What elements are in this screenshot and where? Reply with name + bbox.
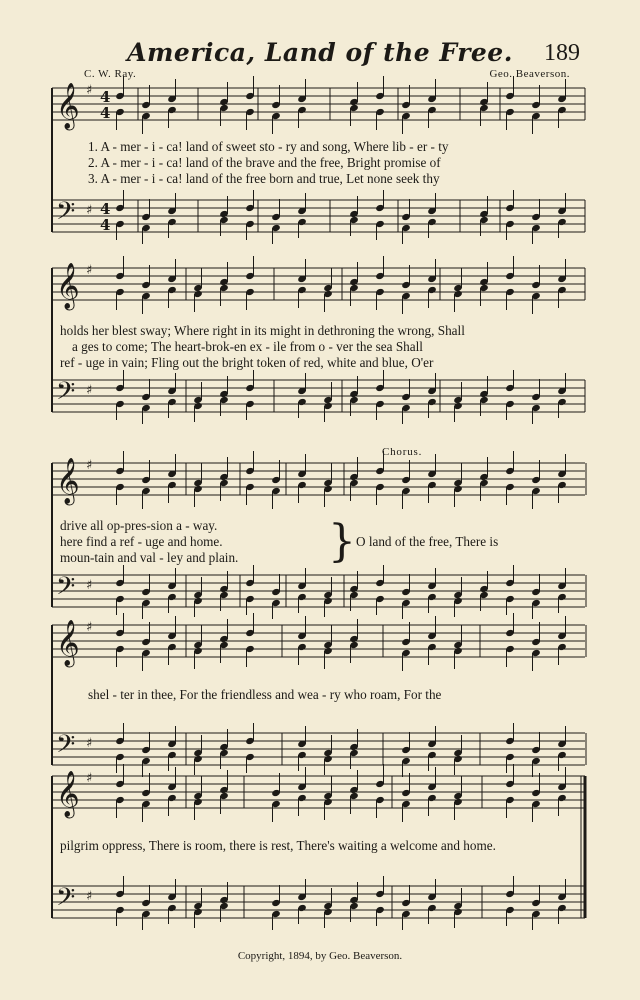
bass-clef-icon: 𝄢 [56,730,76,765]
key-sharp-icon: ♯ [86,203,93,218]
bass-clef-icon: 𝄢 [56,883,76,918]
copyright-notice: Copyright, 1894, by Geo. Beaverson. [237,950,403,962]
time-signature-bottom: 4 [100,216,111,234]
key-sharp-icon: ♯ [86,458,93,473]
treble-clef-icon: 𝄞 [56,620,80,666]
key-sharp-icon: ♯ [86,383,93,398]
key-sharp-icon: ♯ [86,620,93,635]
verse-1-line-2: holds her blest sway; Where right in its might in dethroning the wrong, Shall [60,323,465,338]
hymn-title: America, Land of the Free. [127,38,513,67]
treble-clef-icon: 𝄞 [56,83,80,129]
time-signature-top: 4 [100,200,111,218]
time-signature-top: 4 [100,88,111,106]
verse-brace: } [328,516,356,567]
verse-1-line-3: drive all op-pres-sion a - way. [60,518,218,533]
verse-3-line-1: 3. A - mer - i - ca! land of the free born and true, Let none seek thy [88,171,440,186]
verse-3-line-3: moun-tain and val - ley and plain. [60,550,239,565]
bass-clef-icon: 𝄢 [56,377,76,412]
key-sharp-icon: ♯ [86,736,93,751]
treble-clef-icon: 𝄞 [56,771,80,817]
composer-credit: Geo. Beaverson. [489,68,570,80]
treble-clef-icon: 𝄞 [56,458,80,504]
verse-2-line-1: 2. A - mer - i - ca! land of the brave and the free, Bright promise of [88,155,441,170]
page-number: 189 [544,40,580,66]
key-sharp-icon: ♯ [86,263,93,278]
verse-1-line-1: 1. A - mer - i - ca! land of sweet sto - ry and song, Where lib - er - ty [88,139,449,154]
chorus-line-2: shel - ter in thee, For the friendless and wea - ry who roam, For the [88,687,442,702]
chorus-label: Chorus. [382,446,423,458]
verse-3-line-2: ref - uge in vain; Fling out the bright token of red, white and blue, O'er [60,355,434,370]
key-sharp-icon: ♯ [86,578,93,593]
lyricist-credit: C. W. Ray. [84,68,137,80]
key-sharp-icon: ♯ [86,83,93,98]
bass-clef-icon: 𝄢 [56,572,76,607]
time-signature-bottom: 4 [100,104,111,122]
bass-clef-icon: 𝄢 [56,197,76,232]
verse-2-line-2: a ges to come; The heart-brok-en ex - ile from o - ver the sea Shall [72,339,423,354]
treble-clef-icon: 𝄞 [56,263,80,309]
key-sharp-icon: ♯ [86,771,93,786]
chorus-line-3: pilgrim oppress, There is room, there is rest, There's waiting a welcome and home. [60,838,496,853]
verse-2-line-3: here find a ref - uge and home. [60,534,223,549]
key-sharp-icon: ♯ [86,889,93,904]
chorus-line-1: O land of the free, There is [356,534,499,549]
